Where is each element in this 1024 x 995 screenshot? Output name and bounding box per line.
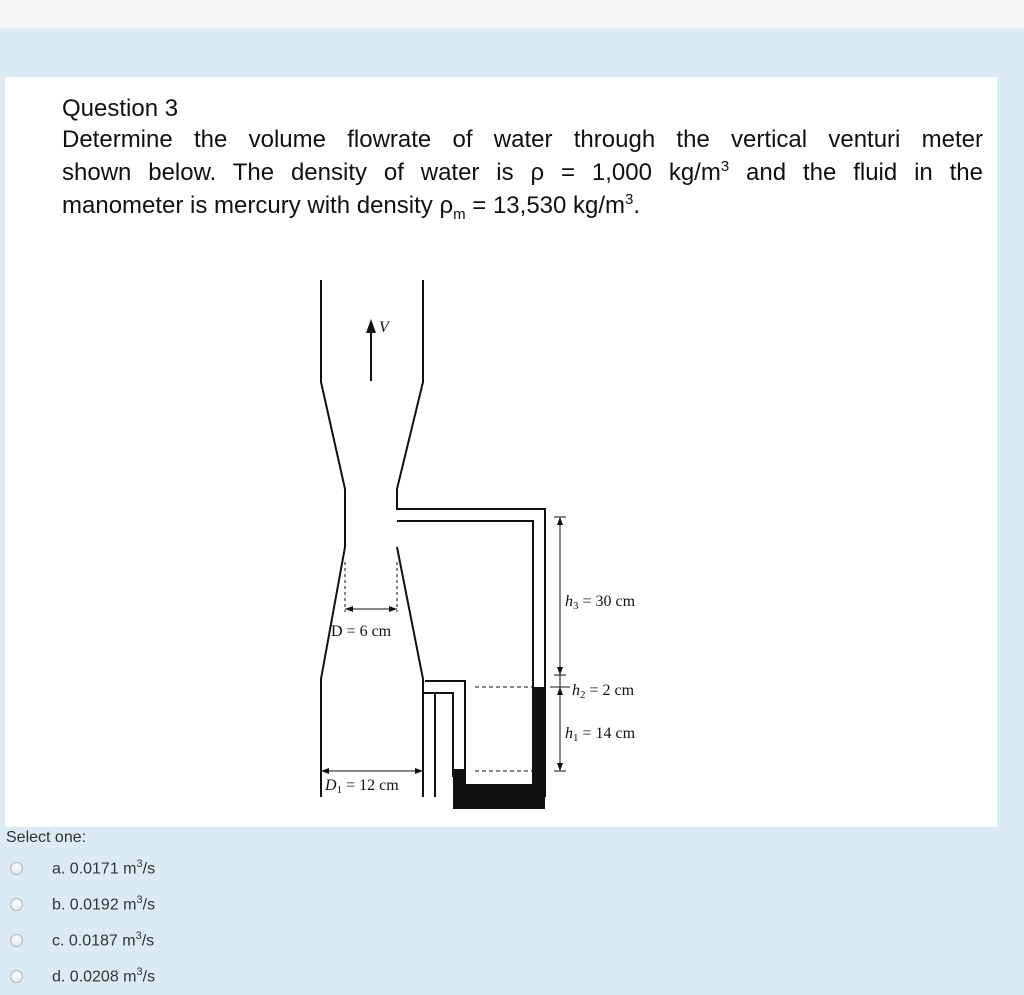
lower-tap-tube — [423, 693, 453, 797]
question-card — [5, 77, 997, 827]
answer-option-c[interactable] — [10, 929, 310, 951]
question-title: Question 3 — [62, 95, 179, 122]
velocity-label: V — [379, 319, 389, 336]
answer-option-b[interactable] — [10, 893, 310, 915]
answer-label-d: d. 0.0208 $m^3/s$ — [52, 965, 156, 986]
h3-label: h3 = 30 cm — [565, 593, 636, 612]
question-panel — [0, 29, 1024, 995]
top-bar — [0, 0, 1024, 29]
mercury-right-column — [533, 687, 545, 785]
radio-d[interactable] — [10, 970, 23, 983]
question-line-2: shown below. The density of water is ρ = 1,000 $kg/m^3$ and the fluid in the — [62, 158, 983, 186]
venturi-right-wall-lower — [397, 547, 423, 797]
venturi-right-wall-upper — [397, 280, 545, 797]
inlet-diameter-label: D1 = 12 cm — [325, 777, 399, 796]
answer-label-a: a. 0.0171 $m^3/s$ — [52, 857, 156, 878]
h2-label: h2 = 2 cm — [572, 682, 635, 701]
question-line-3: manometer is mercury with density $\rho_m = 13,530$ $kg/m^3$. — [62, 191, 641, 223]
question-line-1: Determine the volume flowrate of water through the vertical venturi meter — [62, 126, 983, 153]
venturi-meter-diagram — [5, 77, 997, 827]
answer-label-c: c. 0.0187 $m^3/s$ — [52, 929, 155, 950]
throat-diameter-label: D = 6 cm — [331, 623, 392, 640]
answer-label-b: b. 0.0192 $m^3/s$ — [52, 893, 156, 914]
velocity-arrowhead — [366, 319, 376, 333]
mercury-left-column — [453, 769, 465, 785]
h1-label: h1 = 14 cm — [565, 725, 636, 744]
answer-option-a[interactable] — [10, 857, 310, 879]
venturi-left-wall — [321, 280, 345, 797]
mercury-bottom — [453, 785, 545, 809]
answer-option-d[interactable] — [10, 965, 310, 987]
select-one-prompt: Select one: — [6, 829, 87, 846]
radio-a[interactable] — [10, 862, 23, 875]
radio-c[interactable] — [10, 934, 23, 947]
radio-b[interactable] — [10, 898, 23, 911]
